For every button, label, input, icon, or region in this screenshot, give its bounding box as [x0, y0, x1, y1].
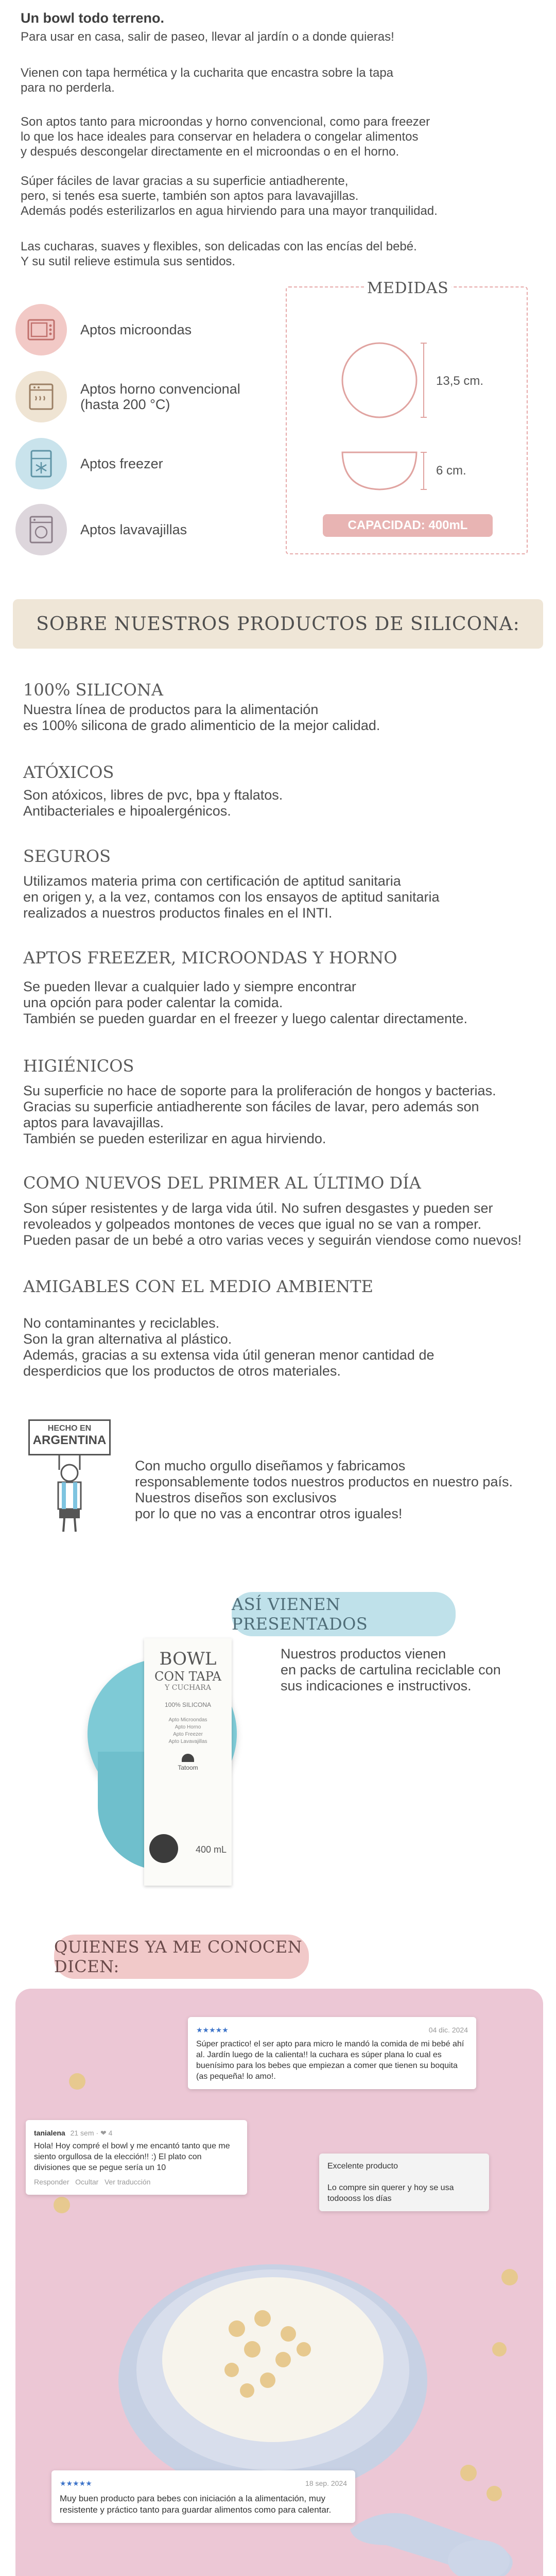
oven-icon [15, 371, 67, 422]
review-text-2: Lo compre sin querer y hoy se usa todoooss los días [327, 2183, 454, 2203]
section-body: Nuestra línea de productos para la alimentación es 100% silicona de grado alimenticio de la mejor calidad. [23, 702, 380, 733]
product-pack-image [88, 1628, 237, 1886]
section-body: Su superficie no hace de soporte para la proliferación de hongos y bacterias. Gracias su superficie antiadherente son fáciles de lavar, pero además son aptos para lavavajillas. También se pueden esterilizar en agua hirviendo. [23, 1083, 496, 1146]
bowl-top-view [338, 339, 431, 421]
review-text: Muy buen producto para bebes con iniciación a la alimentación, muy resistente y práctico tanto para guardar alimentos como para calentar. [60, 2494, 332, 2515]
reviews-pill [54, 1935, 309, 1979]
review-stars: ★★★★★ [60, 2479, 92, 2487]
review-card-4 [51, 2470, 355, 2523]
feature-label: Aptos horno convencional (hasta 200 °C) [80, 381, 240, 412]
pack-sticker [149, 1834, 178, 1863]
height-label: 6 cm. [436, 464, 466, 478]
badge-line1: HECHO EN [47, 1424, 92, 1433]
feature-label: Aptos microondas [80, 322, 192, 337]
pack-title-3: Y CUCHARA [165, 1684, 211, 1692]
intro-p5: Las cucharas, suaves y flexibles, son delicadas con las encías del bebé. Y su sutil relieve estimula sus sentidos. [21, 240, 417, 268]
review-meta: 21 sem · ❤ 4 [70, 2129, 113, 2137]
section-body: Utilizamos materia prima con certificación de aptitud sanitaria en origen y, a la vez, contamos con los ensayos de aptitud sanitaria realizados a nuestros productos finales en el INTI. [23, 873, 440, 921]
snowflake-icon [15, 438, 67, 489]
review-card-1 [188, 2017, 476, 2089]
reviews-photo [15, 1989, 543, 2576]
review-date: 18 sep. 2024 [305, 2479, 347, 2487]
pack-features-list: Apto Microondas Apto Horno Apto Freezer Apto Lavavajillas [168, 1717, 207, 1744]
feature-label: Aptos freezer [80, 456, 163, 471]
section-body: Son atóxicos, libres de pvc, bpa y ftalatos. Antibacteriales e hipoalergénicos. [23, 787, 283, 819]
section-title: AMIGABLES CON EL MEDIO AMBIENTE [23, 1277, 373, 1296]
section-title: ATÓXICOS [23, 762, 114, 782]
review-stars: ★★★★★ [196, 2026, 229, 2034]
pack-title-2: CON TAPA [154, 1669, 221, 1684]
review-card-3 [319, 2154, 489, 2211]
review-card-2 [26, 2120, 247, 2195]
badge-line2: ARGENTINA [32, 1433, 107, 1447]
made-in-argentina-badge [26, 1419, 113, 1538]
feature-freezer [15, 438, 163, 489]
section-title: 100% SILICONA [23, 680, 163, 700]
section-body: Son súper resistentes y de larga vida útil. No sufren desgastes y pueden ser revoleados y golpeados montones de veces que igual no se van a romper. Pueden pasar de un bebé a otro varias veces y seguirán viendose como nuevos! [23, 1200, 522, 1248]
presentation-pill-label: ASÍ VIENEN PRESENTADOS [232, 1595, 368, 1634]
review-text: Súper practico! el ser apto para micro le mandó la comida de mi bebé ahí al. Jardín luego de la calienta!! la cuchara es súper plana lo cual es buenísimo para los bebes que empiezan a comer que tienen su boquita (as pequeña! lo amo!. [196, 2040, 464, 2081]
pack-title: BOWL [159, 1649, 217, 1669]
intro-title: Un bowl todo terreno. [21, 10, 164, 26]
section-title: APTOS FREEZER, MICROONDAS Y HORNO [23, 948, 397, 968]
measures-box [286, 279, 528, 554]
section-title: COMO NUEVOS DEL PRIMER AL ÚLTIMO DÍA [23, 1173, 421, 1193]
review-text: Hola! Hoy compré el bowl y me encantó tanto que me siento orgullosa de la elección!! :) El plato con divisiones que se pegue sería un 10 [34, 2142, 230, 2172]
bowl-side-view [338, 447, 431, 494]
section-body: No contaminantes y reciclables. Son la gran alternativa al plástico. Además, gracias a su extensa vida útil generan menor cantidad de desperdicios que los productos de otros materiales. [23, 1315, 435, 1379]
intro-p4: Súper fáciles de lavar gracias a su superficie antiadherente, pero, si tenés esa suerte, también son aptos para lavavajillas. Además podés esterilizarlos en agua hirviendo para una mayor tranquilidad. [21, 174, 438, 218]
intro-p2: Vienen con tapa hermética y la cucharita que encastra sobre la tapa para no perderla. [21, 66, 394, 95]
diameter-label: 13,5 cm. [436, 374, 484, 388]
brand-logo-icon [182, 1754, 194, 1762]
intro-line1: Para usar en casa, salir de paseo, llevar al jardín o a donde quieras! [21, 30, 394, 44]
section-title: HIGIÉNICOS [23, 1056, 134, 1076]
presentation-pill [232, 1592, 456, 1636]
pack-card [144, 1638, 232, 1886]
feature-dishwasher [15, 504, 187, 555]
capacity-label: CAPACIDAD: 400mL [348, 518, 468, 532]
pack-subtitle: 100% SILICONA [164, 1701, 212, 1708]
badge-sign [28, 1419, 111, 1455]
presentation-text: Nuestros productos vienen en packs de cartulina reciclable con sus indicaciones e instructivos. [281, 1646, 501, 1693]
argentina-text: Con mucho orgullo diseñamos y fabricamos responsablemente todos nuestros productos en nuestro país. Nuestros diseños son exclusivos por lo que no vas a encontrar otros iguales! [135, 1458, 513, 1521]
kid-jersey-icon [44, 1454, 95, 1537]
feature-label: Aptos lavavajillas [80, 522, 187, 537]
reviews-pill-label: QUIENES YA ME CONOCEN DICEN: [54, 1937, 303, 1976]
section-body: Se pueden llevar a cualquier lado y siempre encontrar una opción para poder calentar la comida. También se pueden guardar en el freezer y luego calentar directamente. [23, 979, 468, 1026]
banner-title: SOBRE NUESTROS PRODUCTOS DE SILICONA: [36, 613, 520, 635]
pack-size: 400 mL [196, 1844, 227, 1855]
review-text: Excelente producto [327, 2162, 398, 2171]
section-title: SEGUROS [23, 846, 111, 866]
pack-brand: Tatoom [178, 1764, 198, 1771]
intro-p3: Son aptos tanto para microondas y horno convencional, como para freezer lo que los hace ideales para conservar en heladera o congelar alimentos y después descongelar directamente en el microondas o en el horno. [21, 115, 430, 159]
review-user: tanialena [34, 2129, 65, 2137]
review-actions[interactable]: Responder Ocultar Ver traducción [34, 2178, 151, 2186]
dishwasher-icon [15, 504, 67, 555]
feature-microwave [15, 304, 192, 355]
review-date: 04 dic. 2024 [428, 2026, 468, 2034]
measures-title: MEDIDAS [364, 279, 451, 297]
silicone-banner [13, 599, 543, 649]
feature-oven [15, 371, 240, 422]
capacity-badge [323, 514, 493, 537]
microwave-icon [15, 304, 67, 355]
